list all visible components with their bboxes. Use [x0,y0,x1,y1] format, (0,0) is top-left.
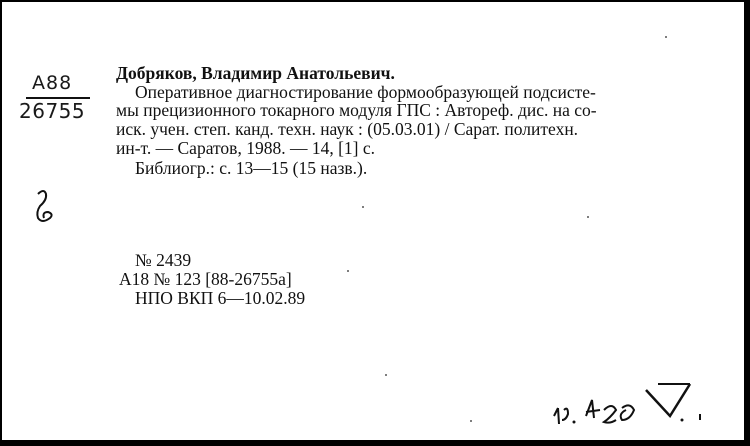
paper-speck [665,36,667,38]
description-line: Оперативное диагностирование формообразующей подсисте- [135,82,596,102]
registration-record: А18 № 123 [88-26755а] [119,269,292,289]
author-heading: Добряков, Владимир Анатольевич. [116,63,395,83]
call-number-bottom: 26755 [19,99,86,123]
description-line: иск. учен. степ. канд. техн. наук : (05.03.01) / Сарат. политехн. [116,119,579,139]
paper-speck [587,216,589,218]
handwritten-date-stamp-icon [550,380,715,435]
paper-speck [385,374,387,376]
description-line: мы прецизионного токарного модуля ГПС : Автореф. дис. на со- [116,100,597,120]
bibliography-line: Библиогр.: с. 13—15 (15 назв.). [135,158,368,178]
description-line: ин-т. — Саратов, 1988. — 14, [1] с. [116,138,375,158]
registration-stamp: НПО ВКП 6—10.02.89 [135,288,306,308]
paper-speck [347,270,349,272]
handwritten-mark-icon [32,188,62,228]
paper-speck [362,206,364,208]
catalog-card [2,2,744,440]
registration-number: № 2439 [135,250,192,270]
call-number-top: А88 [32,72,73,94]
paper-speck [470,420,472,422]
